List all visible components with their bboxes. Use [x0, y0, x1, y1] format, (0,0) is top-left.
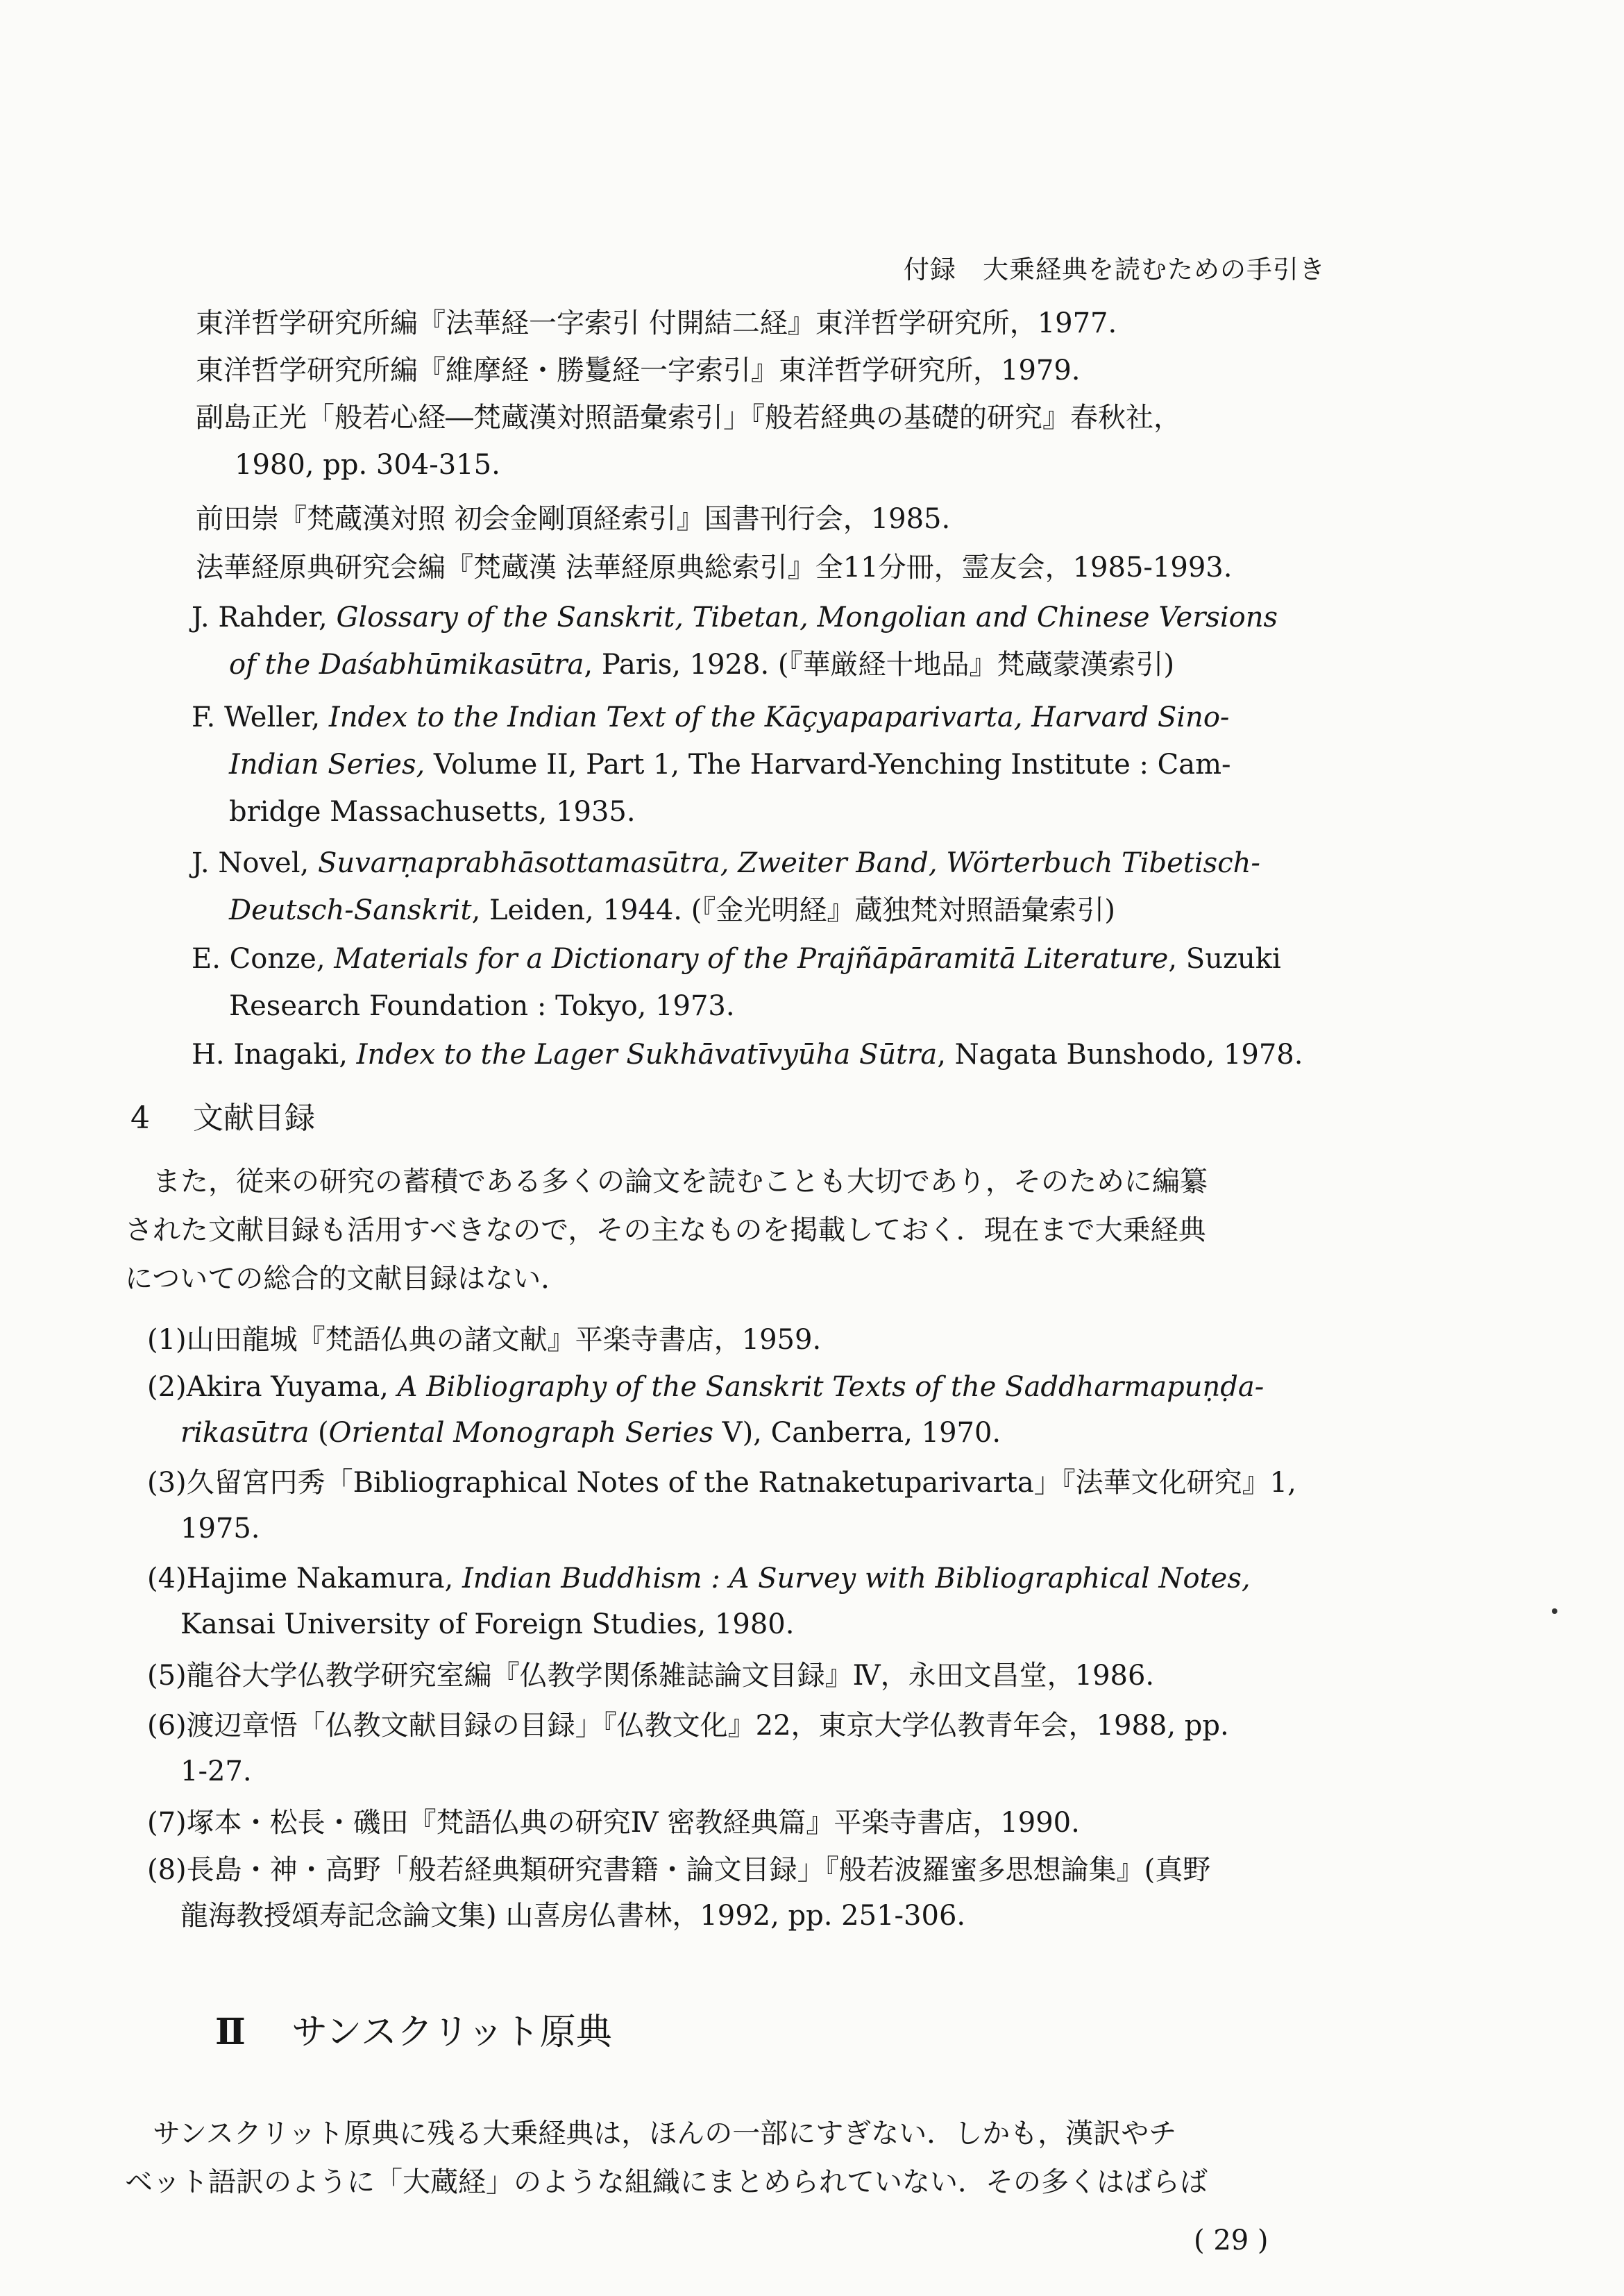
- index-entry: [196, 394, 1348, 488]
- entry-author: J. Novel,: [192, 847, 318, 879]
- entry-author: F. Weller,: [192, 701, 329, 733]
- scan-speck: [1552, 1608, 1557, 1614]
- paragraph-line: についての総合的文献目録はない．: [125, 1263, 569, 1295]
- entry-author: J. Rahder,: [192, 602, 337, 633]
- index-entry-text: 副島正光「般若心経―梵蔵漢対照語彙索引」『般若経典の基礎的研究』春秋社，: [196, 402, 1181, 434]
- paragraph-line: また，従来の研究の蓄積である多くの論文を読むことも大切であり，そのために編纂: [153, 1166, 1208, 1198]
- entry-title: Materials for a Dictionary of the Prajñāpāramitā Literature: [334, 943, 1169, 975]
- paragraph-line: ベット語訳のように「大蔵経」のような組織にまとめられていない．その多くはばらば: [125, 2166, 1208, 2198]
- entry-continuation: [192, 641, 1344, 688]
- western-entry: [192, 594, 1344, 688]
- index-entry-text: 東洋哲学研究所編『法華経一字索引 付開結二経』東洋哲学研究所，1977.: [196, 307, 1117, 339]
- bibliography-title: rikasūtra: [180, 1417, 310, 1449]
- entry-title: Indian Series,: [229, 749, 425, 781]
- western-entry: [192, 694, 1344, 835]
- chapter-number: Ⅱ: [215, 2011, 246, 2053]
- index-entry: [196, 347, 1348, 394]
- bibliography-item: [147, 1317, 1341, 1363]
- section-heading: [130, 1093, 315, 1137]
- bibliography-item: [147, 1800, 1341, 1846]
- bibliography-continuation: [147, 1410, 1341, 1456]
- bibliography-text: (2)Akira Yuyama,: [147, 1371, 398, 1403]
- bibliography-text: (6)渡辺章悟「仏教文献目録の目録」『仏教文化』22，東京大学仏教青年会，1988, pp.: [147, 1710, 1229, 1742]
- bibliography-item: [147, 1364, 1341, 1456]
- entry-continuation: Research Foundation : Tokyo, 1973.: [229, 990, 735, 1022]
- entry-publication: , Leiden, 1944. (『金光明経』蔵独梵対照語彙索引): [471, 894, 1115, 926]
- bibliography-continuation: 龍海教授頌寿記念論文集) 山喜房仏書林，1992, pp. 251-306.: [180, 1900, 966, 1932]
- chapter-heading: [215, 2002, 612, 2055]
- bibliography-text: (3)久留宮円秀「Bibliographical Notes of the Ratnaketuparivarta」『法華文化研究』1,: [147, 1467, 1296, 1499]
- bibliography-text: (: [309, 1417, 329, 1449]
- bibliography-item: [147, 1847, 1341, 1939]
- entry-continuation: [192, 887, 1344, 934]
- entry-author: E. Conze,: [192, 943, 335, 975]
- entry-publication: , Suzuki: [1168, 943, 1281, 975]
- entry-title: Index to the Indian Text of the Kāçyapaparivarta, Harvard Sino-: [328, 701, 1230, 733]
- running-header: 付録 大乗経典を読むための手引き: [904, 255, 1326, 284]
- entry-title: Deutsch-Sanskrit: [229, 894, 472, 926]
- entry-publication: Volume II, Part 1, The Harvard-Yenching Institute : Cam-: [425, 749, 1231, 781]
- index-entry-continuation: 1980, pp. 304-315.: [235, 449, 500, 481]
- bibliography-title: Indian Buddhism : A Survey with Bibliographical Notes,: [462, 1563, 1251, 1595]
- paragraph-line: サンスクリット原典に残る大乗経典は，ほんの一部にすぎない．しかも，漢訳やチ: [153, 2118, 1177, 2150]
- paragraph-line: された文献目録も活用すべきなので，その主なものを掲載しておく．現在まで大乗経典: [125, 1214, 1206, 1246]
- western-entry: [192, 1031, 1344, 1078]
- entry-title: Suvarṇaprabhāsottamasūtra, Zweiter Band, Wörterbuch Tibetisch-: [317, 847, 1260, 879]
- bibliography-text: (1)山田龍城『梵語仏典の諸文献』平楽寺書店，1959.: [147, 1324, 822, 1356]
- entry-author: H. Inagaki,: [192, 1039, 357, 1071]
- entry-continuation: [192, 741, 1344, 788]
- bibliography-title: A Bibliography of the Sanskrit Texts of the Saddharmapuṇḍa-: [397, 1371, 1264, 1403]
- entry-title: of the Daśabhūmikasūtra: [229, 649, 584, 681]
- section-number: 4: [130, 1100, 150, 1136]
- bibliography-text: (8)長島・神・高野「般若経典類研究書籍・論文目録」『般若波羅蜜多思想論集』(真野: [147, 1854, 1211, 1886]
- bibliography-item: [147, 1556, 1341, 1647]
- bibliography-text: (7)塚本・松長・磯田『梵語仏典の研究Ⅳ 密教経典篇』平楽寺書店，1990.: [147, 1807, 1080, 1839]
- index-entry: [196, 300, 1348, 347]
- index-entry-text: 前田崇『梵蔵漢対照 初会金剛頂経索引』国書刊行会，1985.: [196, 503, 951, 535]
- bibliography-continuation: 1975.: [180, 1513, 260, 1545]
- index-entry: [196, 495, 1348, 543]
- index-entry: [196, 544, 1348, 591]
- chapter-title: サンスクリット原典: [291, 2012, 612, 2053]
- bibliography-text: (4)Hajime Nakamura,: [147, 1563, 462, 1595]
- western-entry: [192, 935, 1344, 1030]
- index-entry-text: 法華経原典研究会編『梵蔵漢 法華経原典総索引』全11分冊，霊友会，1985-1993.: [196, 552, 1233, 584]
- bibliography-item: [147, 1460, 1341, 1551]
- entry-title: Index to the Lager Sukhāvatīvyūha Sūtra: [356, 1039, 938, 1071]
- section-paragraph: [125, 1157, 1346, 1303]
- bibliography-series: Oriental Monograph Series: [328, 1417, 713, 1449]
- entry-title: Glossary of the Sanskrit, Tibetan, Mongolian and Chinese Versions: [336, 602, 1278, 633]
- bibliography-continuation: Kansai University of Foreign Studies, 1980.: [180, 1608, 795, 1640]
- bibliography-item: [147, 1703, 1341, 1794]
- chapter-paragraph: [125, 2109, 1346, 2206]
- bibliography-item: [147, 1653, 1341, 1699]
- page-number: ( 29 ): [1194, 2225, 1269, 2256]
- bibliography-text: (5)龍谷大学仏教学研究室編『仏教学関係雑誌論文目録』Ⅳ，永田文昌堂，1986.: [147, 1660, 1155, 1692]
- entry-publication: , Paris, 1928. (『華厳経十地品』梵蔵蒙漢索引): [584, 649, 1175, 681]
- index-entry-text: 東洋哲学研究所編『維摩経・勝鬘経一字索引』東洋哲学研究所，1979.: [196, 355, 1081, 386]
- bibliography-text: V), Canberra, 1970.: [713, 1417, 1001, 1449]
- section-title: 文献目録: [193, 1100, 315, 1136]
- entry-continuation: bridge Massachusetts, 1935.: [229, 796, 636, 828]
- bibliography-continuation: 1-27.: [180, 1755, 252, 1787]
- entry-publication: , Nagata Bunshodo, 1978.: [937, 1039, 1303, 1071]
- western-entry: [192, 840, 1344, 934]
